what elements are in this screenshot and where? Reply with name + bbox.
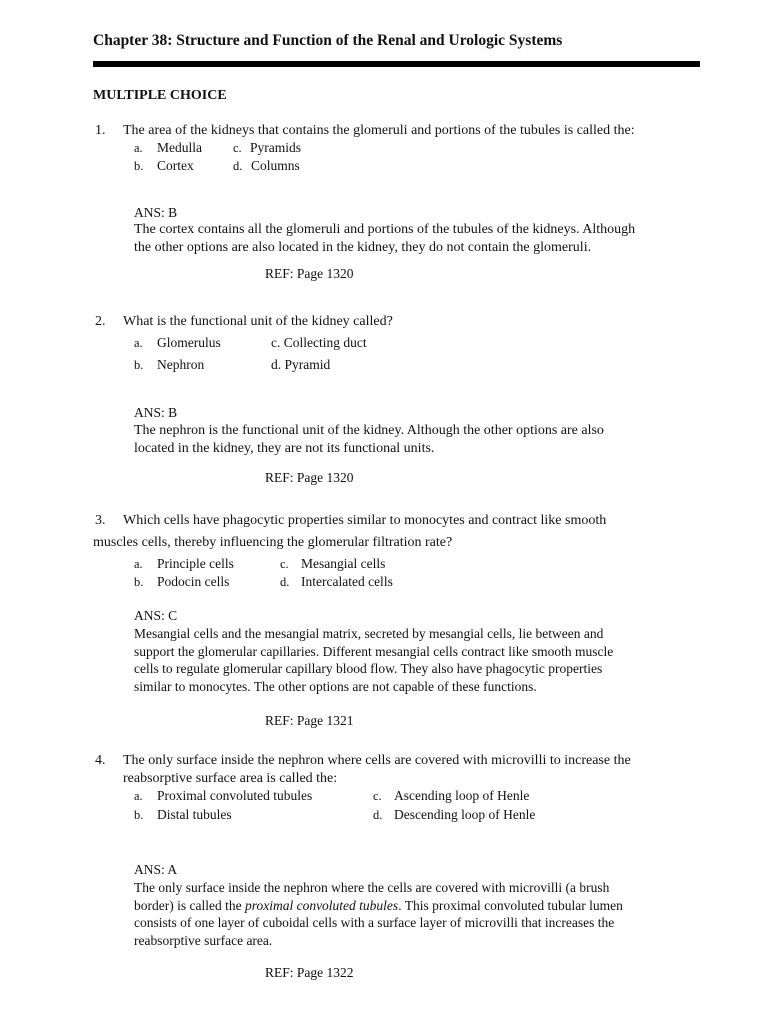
question-text-line: muscles cells, thereby influencing the glomerular filtration rate?	[93, 535, 453, 550]
answer-key: ANS: A	[134, 862, 178, 877]
rationale-line: The cortex contains all the glomeruli and portions of the tubules of the kidneys. Although	[134, 222, 636, 237]
question-number: 3.	[95, 513, 106, 528]
question-text: What is the functional unit of the kidney called?	[123, 314, 393, 329]
section-heading: MULTIPLE CHOICE	[93, 88, 227, 103]
rationale-line: located in the kidney, they are not its functional units.	[134, 441, 435, 456]
rationale-line: similar to monocytes. The other options are not capable of these functions.	[134, 678, 537, 694]
question-number: 4.	[95, 753, 106, 768]
title-divider	[93, 61, 700, 67]
option-c-letter: c.	[373, 789, 382, 803]
page-reference: REF: Page 1321	[265, 713, 354, 728]
option-b-text: Nephron	[157, 357, 205, 372]
rationale-line: support the glomerular capillaries. Different mesangial cells contract like smooth muscle	[134, 643, 614, 659]
option-b-letter: b.	[134, 808, 144, 822]
option-d-text: Intercalated cells	[301, 574, 393, 589]
option-c-letter: c.	[233, 141, 242, 155]
option-d-text: d. Pyramid	[271, 357, 331, 372]
rationale-line: the other options are also located in the kidney, they do not contain the glomeruli.	[134, 240, 592, 255]
option-c-text: Pyramids	[250, 140, 302, 155]
answer-key: ANS: B	[134, 205, 178, 220]
rationale	[134, 879, 623, 949]
rationale-line	[134, 897, 623, 915]
rationale-line: reabsorptive surface area.	[134, 932, 273, 948]
question-text-line: Which cells have phagocytic properties similar to monocytes and contract like smooth	[123, 513, 607, 528]
rationale-line: consists of one layer of cuboidal cells with a surface layer of microvilli that increases the	[134, 915, 615, 930]
option-d-letter: d.	[233, 159, 243, 173]
option-a-text: Glomerulus	[157, 335, 221, 350]
option-a-letter: a.	[134, 557, 143, 571]
page-reference: REF: Page 1320	[265, 266, 354, 281]
rationale-text: border) is called the	[134, 897, 245, 913]
rationale	[134, 422, 604, 458]
option-d-letter: d.	[280, 575, 290, 589]
chapter-title: Chapter 38: Structure and Function of the Renal and Urologic Systems	[93, 32, 563, 49]
answer-key: ANS: C	[134, 608, 178, 623]
page-reference: REF: Page 1322	[265, 965, 354, 980]
rationale-line: The nephron is the functional unit of the kidney. Although the other options are also	[134, 423, 604, 438]
rationale-line: Mesangial cells and the mesangial matrix, secreted by mesangial cells, lie between and	[134, 626, 604, 641]
rationale-emphasis: proximal convoluted tubules	[244, 897, 399, 913]
rationale-line: The only surface inside the nephron where the cells are covered with microvilli (a brush	[134, 880, 610, 895]
option-a-letter: a.	[134, 336, 143, 350]
rationale-text: . This proximal convoluted tubular lumen	[398, 897, 623, 913]
option-c-letter: c.	[280, 557, 289, 571]
option-a-letter: a.	[134, 141, 143, 155]
rationale	[134, 625, 613, 695]
option-c-text: Mesangial cells	[301, 556, 386, 571]
question-text-line: The only surface inside the nephron where cells are covered with microvilli to increase the	[123, 753, 631, 768]
option-a-text: Principle cells	[157, 556, 234, 571]
option-d-text: Columns	[251, 158, 300, 173]
page-reference: REF: Page 1320	[265, 470, 354, 485]
rationale-line: cells to regulate glomerular capillary blood flow. They also have phagocytic properties	[134, 661, 603, 676]
option-b-text: Cortex	[157, 158, 194, 173]
option-a-letter: a.	[134, 789, 143, 803]
answer-key: ANS: B	[134, 405, 178, 420]
option-b-letter: b.	[134, 159, 144, 173]
question-text: The area of the kidneys that contains the glomeruli and portions of the tubules is called the:	[123, 123, 635, 138]
option-a-text: Medulla	[157, 140, 202, 155]
option-a-text: Proximal convoluted tubules	[157, 788, 313, 803]
option-c-text: c. Collecting duct	[271, 335, 367, 350]
question-number: 2.	[95, 314, 106, 329]
option-b-letter: b.	[134, 575, 144, 589]
option-d-letter: d.	[373, 808, 383, 822]
rationale	[134, 221, 635, 257]
question-text-line: reabsorptive surface area is called the:	[123, 771, 338, 786]
option-b-text: Podocin cells	[157, 574, 230, 589]
option-b-letter: b.	[134, 358, 144, 372]
option-d-text: Descending loop of Henle	[394, 807, 536, 822]
option-c-text: Ascending loop of Henle	[394, 788, 530, 803]
question-number: 1.	[95, 123, 106, 138]
option-b-text: Distal tubules	[157, 807, 232, 822]
